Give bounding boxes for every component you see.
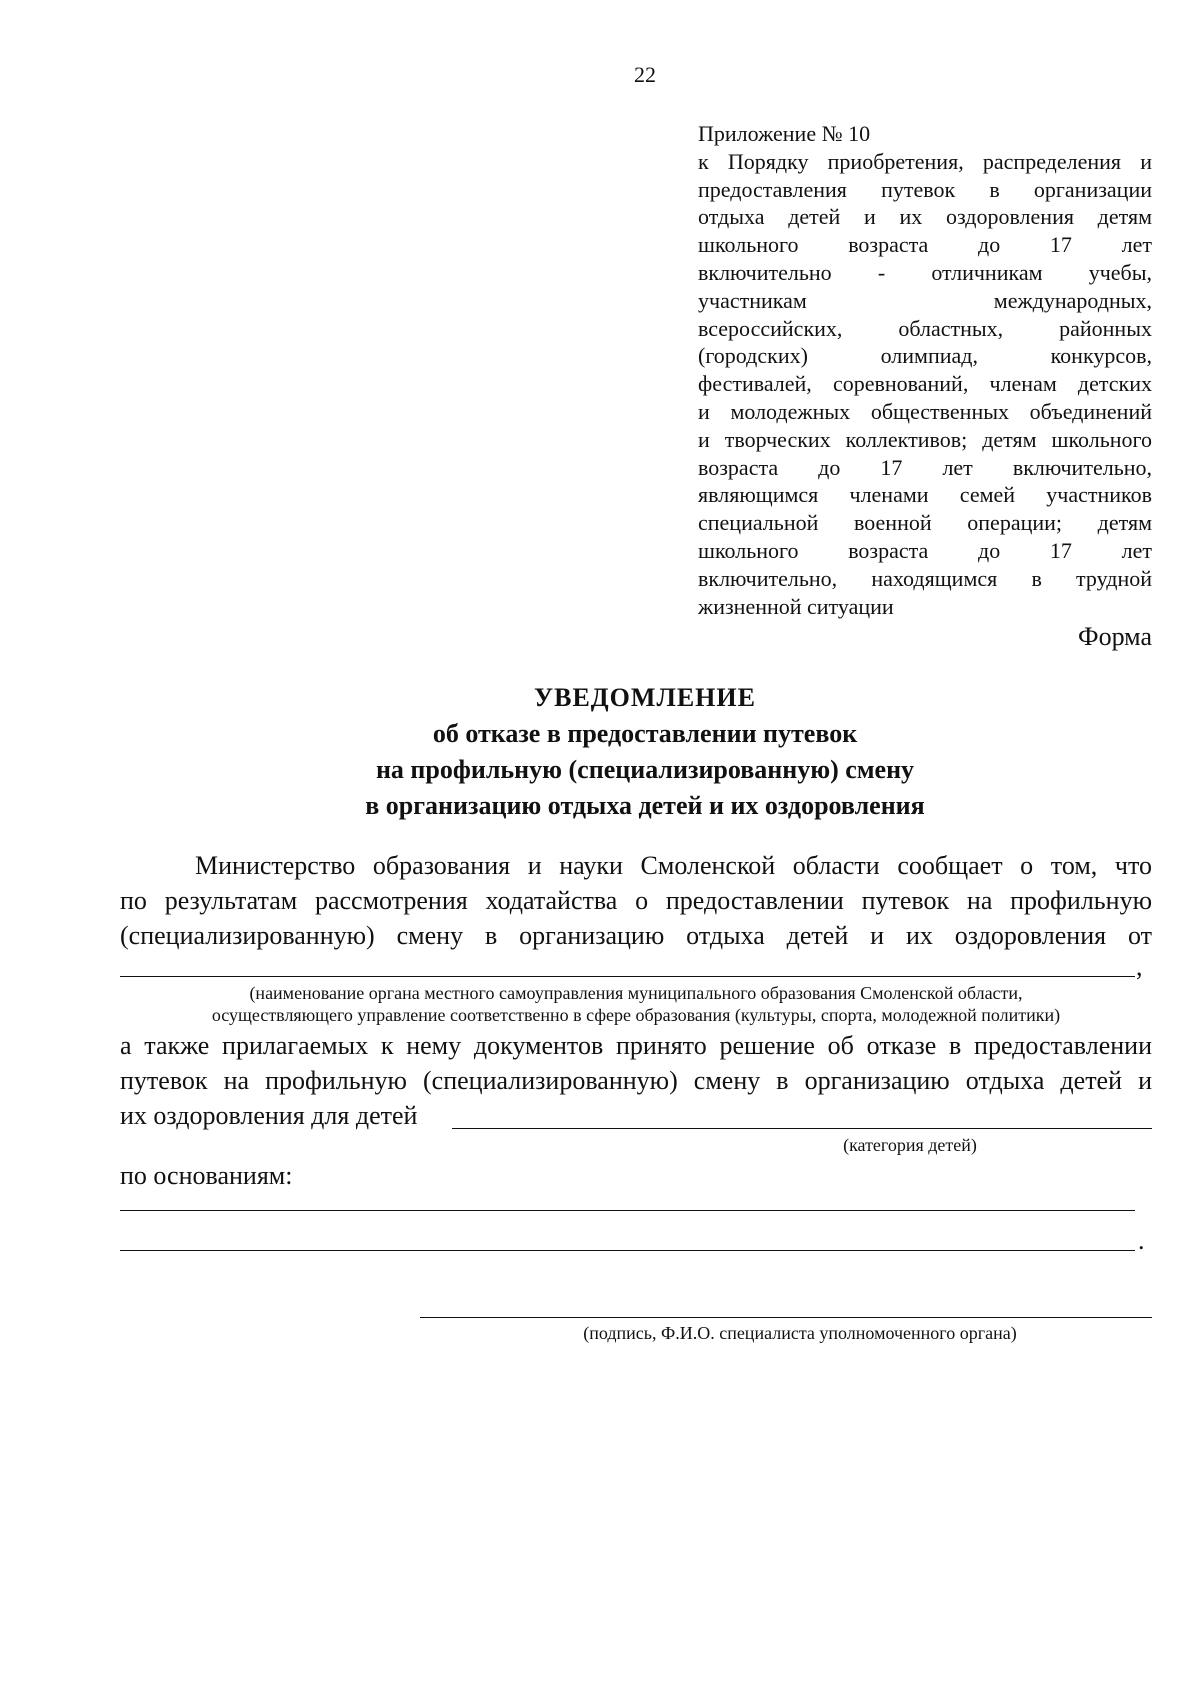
document-heading (0, 680, 1200, 824)
category-caption: (категория детей) (843, 1135, 977, 1155)
heading-line: на профильную (специализированную) смену (375, 755, 915, 784)
appendix-line: и творческих коллективов; детям школьного (698, 426, 1152, 452)
period-mark: . (1138, 1226, 1145, 1255)
appendix-line: предоставления путевок в организации (698, 176, 1152, 202)
appendix-line: специальной военной операции; детям (698, 510, 1152, 536)
signature-line (420, 1317, 1152, 1318)
children-row: их оздоровления для детей (120, 1101, 418, 1130)
heading-line: об отказе в предоставлении путевок (432, 719, 858, 748)
page-number: 22 (634, 62, 656, 87)
grounds-line-2 (120, 1250, 1135, 1251)
appendix-title: Приложение № 10 (698, 121, 871, 146)
appendix-line: участникам международных, (698, 287, 1152, 313)
body-line: (специализированную) смену в организацию отдыха детей и их оздоровления от (120, 921, 1152, 950)
appendix-line: к Порядку приобретения, распределения и (698, 148, 1152, 174)
appendix-line: фестивалей, соревнований, членам детских (698, 371, 1152, 397)
body-line: по результатам рассмотрения ходатайства о предоставлении путевок на профильную (120, 886, 1152, 915)
appendix-line: включительно - отличникам учебы, (698, 259, 1152, 285)
organ-name-line (120, 976, 1135, 977)
form-label: Форма (1078, 622, 1152, 651)
signature-caption: (подпись, Ф.И.О. специалиста уполномоченного органа) (583, 1323, 1017, 1343)
organ-caption (120, 982, 1152, 1026)
body-line: Министерство образования и науки Смоленской области сообщает о том, что (195, 851, 1152, 880)
body-line: а также прилагаемых к нему документов принято решение об отказе в предоставлении (120, 1031, 1152, 1060)
heading-title: УВЕДОМЛЕНИЕ (534, 683, 756, 712)
appendix-line: жизненной ситуации (698, 593, 894, 619)
paragraph-2 (120, 1028, 1152, 1098)
caption-line: (наименование органа местного самоуправления муниципального образования Смоленской области, (249, 983, 1023, 1003)
appendix-line: (городских) олимпиад, конкурсов, (698, 343, 1152, 369)
comma-mark: , (1136, 952, 1143, 981)
appendix-block (698, 120, 1152, 620)
heading-line: в организацию отдыха детей и их оздоровления (365, 791, 925, 820)
appendix-line: и молодежных общественных объединений (698, 398, 1152, 424)
appendix-line: возраста до 17 лет включительно, (698, 454, 1152, 480)
children-category-line (452, 1128, 1152, 1129)
body-line: путевок на профильную (специализированную) смену в организацию отдыха детей и (120, 1066, 1152, 1095)
appendix-line: школьного возраста до 17 лет (698, 232, 1152, 258)
appendix-line: включительно, находящимся в трудной (698, 565, 1152, 591)
grounds-label: по основаниям: (120, 1161, 293, 1190)
appendix-line: всероссийских, областных, районных (698, 315, 1152, 341)
paragraph-1 (120, 848, 1152, 953)
caption-line: осуществляющего управление соответственно в сфере образования (культуры, спорта, молодежной политики) (211, 1005, 1061, 1025)
appendix-line: отдыха детей и их оздоровления детям (698, 204, 1152, 230)
appendix-line: школьного возраста до 17 лет (698, 537, 1152, 563)
appendix-line: являющимся членами семей участников (698, 482, 1152, 508)
grounds-line-1 (120, 1210, 1135, 1211)
